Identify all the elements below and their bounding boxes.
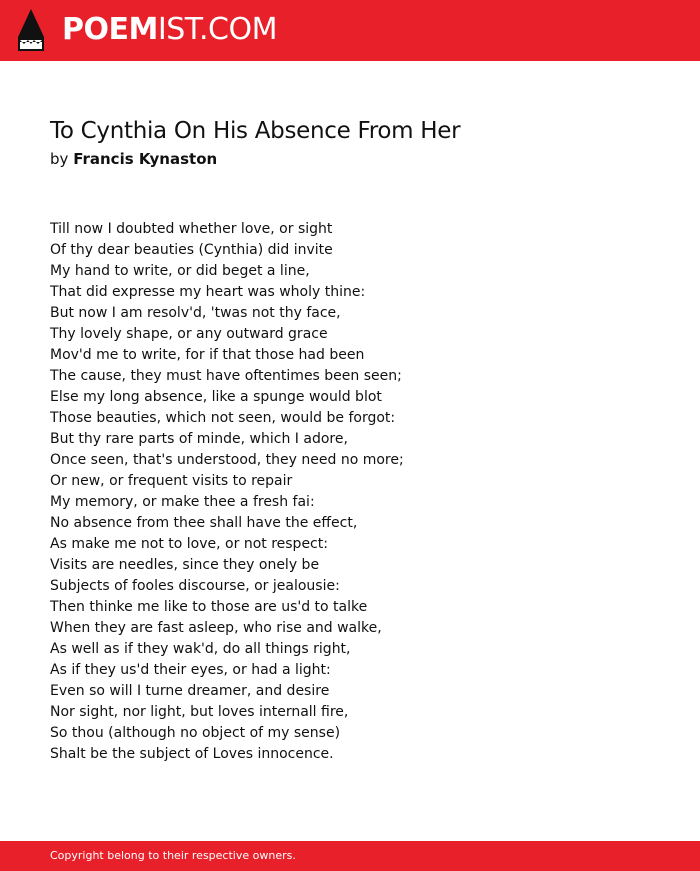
- poem-line: As make me not to love, or not respect:: [50, 536, 328, 552]
- poem-line: Visits are needles, since they onely be: [50, 557, 320, 573]
- poem-line: Subjects of fooles discourse, or jealousie:: [50, 578, 340, 594]
- byline: [50, 149, 217, 169]
- pencil-icon[interactable]: [18, 9, 44, 51]
- poem-line: Till now I doubted whether love, or sight: [50, 221, 333, 237]
- poem-line: Thy lovely shape, or any outward grace: [50, 326, 328, 342]
- poem-line: Else my long absence, like a spunge would blot: [50, 389, 382, 405]
- logo-text-light: IST.COM: [157, 12, 277, 47]
- poem-line: Mov'd me to write, for if that those had been: [50, 347, 365, 363]
- poem-line: My hand to write, or did beget a line,: [50, 263, 310, 279]
- logo-text-bold: POEM: [62, 12, 158, 47]
- poem-line: Then thinke me like to those are us'd to talke: [50, 599, 368, 615]
- poem-line: As well as if they wak'd, do all things right,: [50, 641, 351, 657]
- poem-line: But now I am resolv'd, 'twas not thy face,: [50, 305, 341, 321]
- poem-line: No absence from thee shall have the effect,: [50, 515, 358, 531]
- by-label: by: [50, 150, 69, 168]
- poem-author: Francis Kynaston: [73, 150, 218, 168]
- poem-line: Or new, or frequent visits to repair: [50, 473, 293, 489]
- poem-line: When they are fast asleep, who rise and walke,: [50, 620, 382, 636]
- poem-title: To Cynthia On His Absence From Her: [50, 118, 461, 144]
- poem-line: My memory, or make thee a fresh fai:: [50, 494, 315, 510]
- site-logo[interactable]: [62, 12, 277, 48]
- poem-line: That did expresse my heart was wholy thine:: [50, 284, 366, 300]
- poem-line: Shalt be the subject of Loves innocence.: [50, 746, 334, 762]
- poem-line: Once seen, that's understood, they need no more;: [50, 452, 404, 468]
- poem-line: As if they us'd their eyes, or had a light:: [50, 662, 331, 678]
- copyright-notice: Copyright belong to their respective owners.: [50, 849, 296, 862]
- poem-line: The cause, they must have oftentimes been seen;: [50, 368, 402, 384]
- site-footer: [0, 841, 700, 871]
- poem-line: Those beauties, which not seen, would be forgot:: [50, 410, 396, 426]
- poem-line: Of thy dear beauties (Cynthia) did invite: [50, 242, 333, 258]
- poem-line: But thy rare parts of minde, which I adore,: [50, 431, 348, 447]
- poem-line: Nor sight, nor light, but loves internall fire,: [50, 704, 349, 720]
- poem-line: Even so will I turne dreamer, and desire: [50, 683, 330, 699]
- poem-line: So thou (although no object of my sense): [50, 725, 341, 741]
- poem-body: [50, 219, 404, 765]
- site-header: [0, 0, 700, 61]
